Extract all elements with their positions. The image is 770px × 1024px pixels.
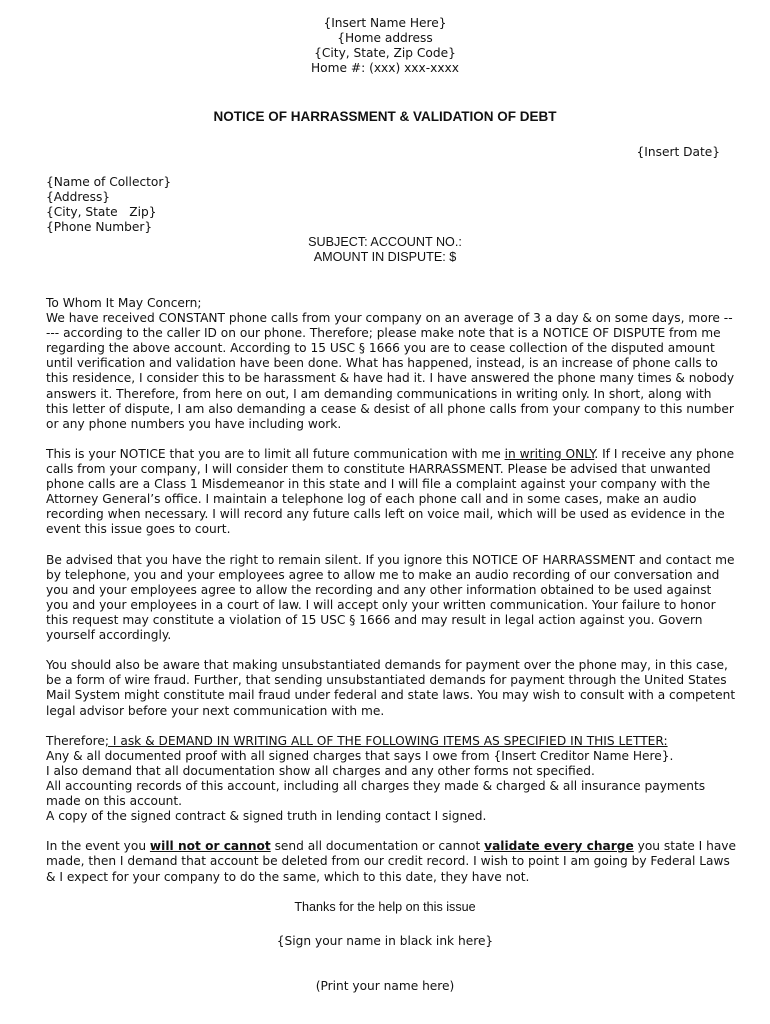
- closing-line: Thanks for the help on this issue: [294, 900, 476, 914]
- demand-heading-prefix: Therefore: [46, 733, 105, 748]
- paragraph-6-text-d: you state I have made, then I demand that account be deleted from our credit record. I wish to point I am going by Federal Laws & I expect for your company to do the same, which to this date, they have not.: [46, 839, 736, 884]
- recipient-city: {City, State Zip}: [46, 205, 157, 220]
- paragraph-6-emphasis-1: will not or cannot: [149, 839, 271, 854]
- recipient-address: {Address}: [46, 190, 111, 205]
- subject-account: SUBJECT: ACCOUNT NO.:: [308, 235, 462, 249]
- list-item: A copy of the signed contract & signed truth in lending contact I signed.: [46, 809, 487, 824]
- paragraph-6: [46, 839, 736, 884]
- paragraph-1: [46, 296, 736, 432]
- list-item: All accounting records of this account, including all charges they made & charged & all insurance payments made on this account.: [46, 779, 706, 809]
- demand-heading: [46, 734, 736, 749]
- paragraph-4: You should also be aware that making unsubstantiated demands for payment over the phone may, in this case, be a form of wire fraud. Further, that sending unsubstantiated demands for payment through the United States Mail System might constitute mail fraud under federal and state laws. You may wish to consult with a competent legal advisor before your next communication with me.: [46, 658, 736, 718]
- paragraph-6-text-c: send all documentation or cannot: [270, 839, 485, 854]
- greeting: To Whom It May Concern;: [46, 296, 202, 310]
- page-title: NOTICE OF HARRASSMENT & VALIDATION OF DEBT: [213, 109, 557, 124]
- subject-amount: AMOUNT IN DISPUTE: $: [313, 250, 457, 265]
- list-item: Any & all documented proof with all signed charges that says I owe from {Insert Creditor Name Here}.: [46, 748, 674, 763]
- letter-date: {Insert Date}: [636, 145, 720, 159]
- paragraph-2-text-a: This is your NOTICE that you are to limit all future communication with me: [46, 446, 505, 461]
- paragraph-2-emphasis: in writing ONLY: [504, 446, 595, 461]
- paragraph-3: Be advised that you have the right to remain silent. If you ignore this NOTICE OF HARRASSMENT and contact me by telephone, you and your employees agree to allow me to make an audio recording of our conversation and you and your employees agree to allow the recording and any other information obtained to be used against you and your employees in a court of law. I will accept only your written communication. Your failure to honor this request may constitute a violation of 15 USC § 1666 and may result in legal action against you. Govern yourself accordingly.: [46, 552, 735, 643]
- sender-address: {Home address: [337, 31, 433, 46]
- paragraph-2: [46, 447, 736, 538]
- paragraph-6-emphasis-2: validate every charge: [484, 839, 634, 854]
- letter-body: [46, 296, 736, 900]
- subject-block: [0, 235, 770, 265]
- sender-phone: Home #: (xxx) xxx-xxxx: [311, 61, 459, 76]
- signature-line: {Sign your name in black ink here}: [276, 934, 494, 948]
- recipient-name: {Name of Collector}: [46, 175, 172, 189]
- list-item: I also demand that all documentation show all charges and any other forms not specified.: [46, 763, 595, 778]
- paragraph-1-text: We have received CONSTANT phone calls from your company on an average of 3 a day & on some days, more ----- according to the caller ID on our phone. Therefore; please make note that is a NOTICE OF DISPUTE from me regarding the above account. According to 15 USC § 1666 you are to cease collection of the disputed amount until verification and validation have been done. What has happened, instead, is an increase of phone calls to this residence, I consider this to be harassment & have had it. I have answered the phone many times & nobody answers it. Therefore, from here on out, I am demanding communications in writing only. In short, along with this letter of dispute, I am also demanding a cease & desist of all phone calls from your company to this number or any phone numbers you have including work.: [46, 311, 735, 431]
- recipient-phone: {Phone Number}: [46, 220, 153, 235]
- print-name-line: (Print your name here): [315, 979, 455, 993]
- sender-header: [0, 16, 770, 76]
- sender-city: {City, State, Zip Code}: [314, 46, 456, 61]
- paragraph-6-text-a: In the event you: [46, 839, 150, 854]
- demand-heading-text: ; I ask & DEMAND IN WRITING ALL OF THE FOLLOWING ITEMS AS SPECIFIED IN THIS LETTER:: [104, 733, 668, 748]
- recipient-block: [46, 175, 171, 235]
- sender-name: {Insert Name Here}: [323, 16, 447, 30]
- paragraph-5: [46, 734, 736, 825]
- paragraph-2-text-b: . If I receive any phone calls from your company, I will consider them to constitute HARRASSMENT. Please be advised that unwanted phone calls are a Class 1 Misdemeanor in this state and I will file a complaint against your company with the Attorney General’s office. I maintain a telephone log of each phone call and in some cases, make an audio recording when necessary. I will record any future calls left on voice mail, which will be used as evidence in the event this issue goes to court.: [46, 446, 735, 537]
